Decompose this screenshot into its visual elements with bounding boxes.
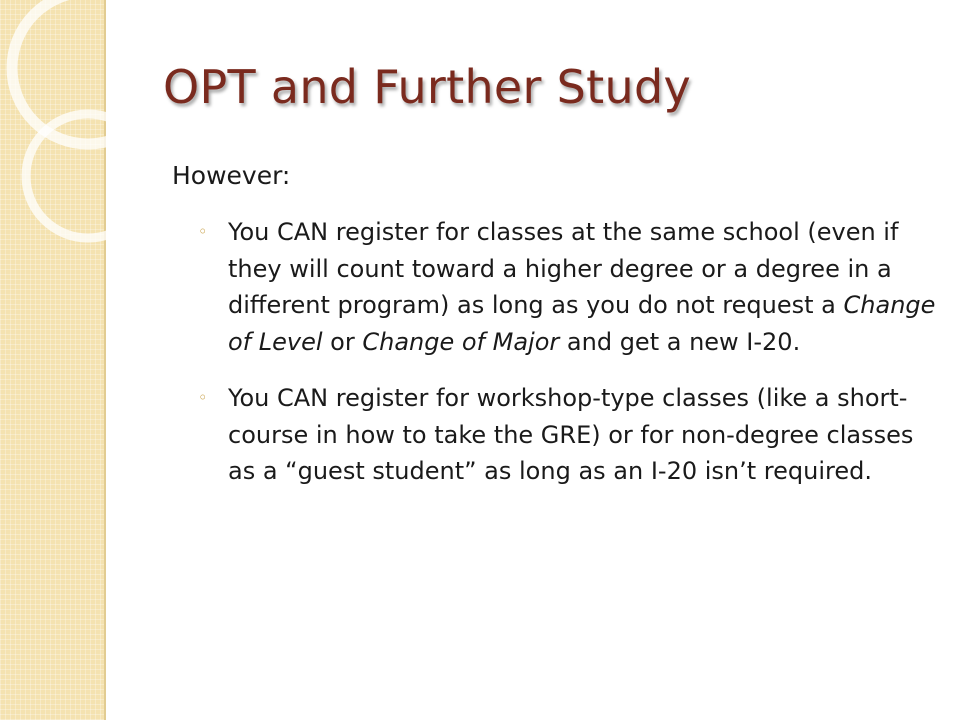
decorative-side-band	[0, 0, 106, 720]
bullet-text: You CAN register for classes at the same school (even if they will count toward a higher degree or a degree in a different program) as long as you do not request a	[228, 218, 899, 319]
lead-text: However:	[172, 161, 291, 190]
slide-body	[172, 160, 942, 510]
bullet-marker-icon: ◦	[198, 222, 208, 241]
bullet-text-connector: or	[322, 327, 363, 356]
change-of-major-term: Change of Major	[362, 327, 560, 356]
slide-title: OPT and Further Study	[163, 60, 691, 114]
change-of-level-term: Change of Level	[228, 291, 936, 356]
bullet-text: You CAN register for workshop-type classes (like a short-course in how to take the GRE) or for non-degree classes as a “guest student” as long as an I-20 isn’t required.	[228, 384, 914, 485]
bullet-item-workshop	[172, 380, 942, 490]
bullet-text-ending: and get a new I-20.	[559, 327, 801, 356]
bullet-item-registration	[172, 214, 942, 360]
bullet-list	[172, 214, 942, 490]
bullet-marker-icon: ◦	[198, 388, 208, 407]
